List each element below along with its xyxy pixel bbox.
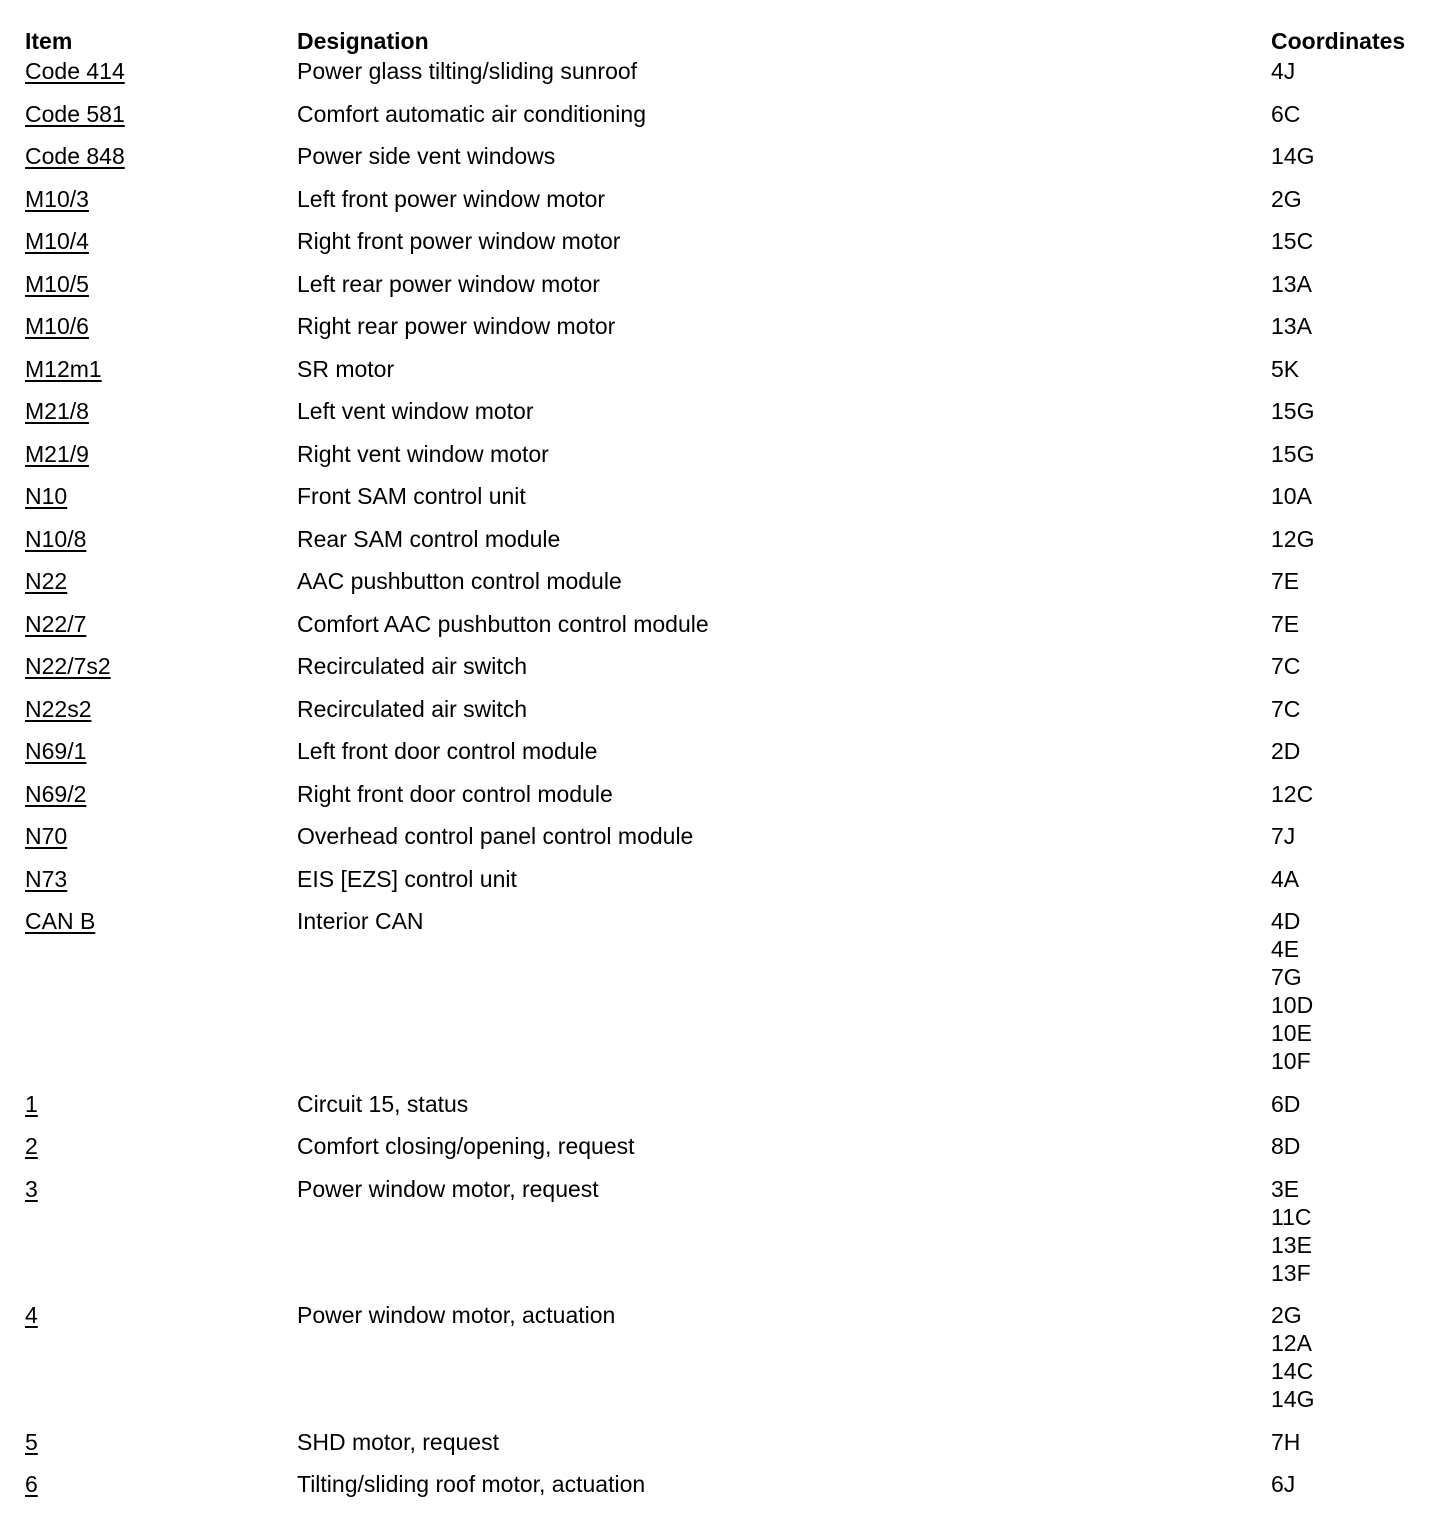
table-row	[25, 652, 1445, 695]
table-body	[25, 57, 1445, 1513]
designation-text: AAC pushbutton control module	[297, 568, 622, 594]
item-link[interactable]: M12m1	[25, 355, 102, 382]
coordinates-cell	[1271, 57, 1441, 85]
coordinate-value: 3E	[1271, 1175, 1300, 1202]
item-link[interactable]: 3	[25, 1175, 38, 1202]
coordinates-cell	[1271, 822, 1441, 850]
table-row	[25, 57, 1445, 100]
item-link[interactable]: CAN B	[25, 908, 96, 934]
coordinate-value: 4D	[1271, 908, 1301, 934]
coordinates-cell	[1271, 695, 1441, 723]
designation-text: Recirculated air switch	[297, 695, 528, 722]
designation-text: EIS [EZS] control unit	[297, 865, 517, 892]
table-row	[25, 185, 1445, 228]
item-link[interactable]: N69/2	[25, 780, 87, 807]
coordinate-value: 13A	[1271, 313, 1312, 339]
item-link[interactable]: M10/3	[25, 185, 89, 212]
item-link[interactable]: 1	[25, 1090, 38, 1117]
coordinates-cell	[1271, 737, 1441, 765]
coordinate-value: 14G	[1271, 143, 1315, 169]
item-link[interactable]: N73	[25, 865, 68, 892]
designation-text: Rear SAM control module	[297, 525, 561, 552]
coordinates-cell	[1271, 610, 1441, 638]
coordinate-value: 4J	[1271, 58, 1296, 84]
coordinates-cell	[1271, 525, 1441, 553]
coordinate-value: 2D	[1271, 738, 1301, 764]
designation-text: Comfort closing/opening, request	[297, 1133, 635, 1159]
coordinate-value: 7C	[1271, 653, 1301, 679]
coordinates-cell	[1271, 355, 1441, 383]
designation-text: Overhead control panel control module	[297, 823, 694, 849]
coordinate-value: 12C	[1271, 780, 1314, 807]
coordinates-cell	[1271, 185, 1441, 213]
item-link[interactable]: 6	[25, 1471, 38, 1497]
item-link[interactable]: N69/1	[25, 738, 87, 764]
coordinates-cell	[1271, 1132, 1441, 1160]
coordinate-value: 4A	[1271, 865, 1300, 892]
coordinate-value: 8D	[1271, 1133, 1301, 1159]
item-link[interactable]: 2	[25, 1133, 38, 1159]
table-row	[25, 270, 1445, 313]
coordinates-cell	[1271, 142, 1441, 170]
item-link[interactable]: N70	[25, 823, 68, 849]
coordinate-value: 12G	[1271, 525, 1315, 552]
table-row	[25, 822, 1445, 865]
designation-text: Left vent window motor	[297, 398, 534, 424]
coordinates-cell	[1271, 567, 1441, 595]
coordinates-cell	[1271, 1301, 1441, 1413]
coordinates-cell	[1271, 227, 1441, 255]
table-row	[25, 100, 1445, 143]
item-link[interactable]: N10	[25, 483, 68, 509]
table-row	[25, 610, 1445, 653]
coordinate-value: 13A	[1271, 270, 1312, 297]
designation-text: Circuit 15, status	[297, 1090, 469, 1117]
coordinates-cell	[1271, 1470, 1441, 1498]
table-row	[25, 525, 1445, 568]
item-link[interactable]: N10/8	[25, 525, 87, 552]
coordinate-value: 14G	[1271, 1386, 1315, 1412]
table-row	[25, 1428, 1445, 1471]
coordinate-value: 2G	[1271, 185, 1302, 212]
designation-text: Power side vent windows	[297, 143, 556, 169]
coordinates-cell	[1271, 312, 1441, 340]
designation-text: Comfort automatic air conditioning	[297, 100, 646, 127]
coordinate-value: 15G	[1271, 398, 1315, 424]
item-link[interactable]: N22/7	[25, 610, 87, 637]
header-designation: Designation	[297, 28, 429, 54]
coordinates-cell	[1271, 100, 1441, 128]
table-row	[25, 567, 1445, 610]
coordinate-value: 2G	[1271, 1302, 1302, 1328]
coordinate-value: 4E	[1271, 936, 1300, 962]
designation-text: SHD motor, request	[297, 1428, 499, 1455]
designation-text: Right front power window motor	[297, 228, 621, 254]
table-row	[25, 1470, 1445, 1513]
designation-text: Comfort AAC pushbutton control module	[297, 610, 709, 637]
coordinates-cell	[1271, 1175, 1441, 1287]
designation-text: Interior CAN	[297, 908, 424, 934]
header-coordinates: Coordinates	[1271, 28, 1406, 54]
table-row	[25, 482, 1445, 525]
coordinate-value: 7G	[1271, 964, 1302, 990]
coordinates-cell	[1271, 440, 1441, 468]
coordinate-value: 10A	[1271, 483, 1312, 509]
item-link[interactable]: 4	[25, 1302, 38, 1328]
designation-text: Power window motor, request	[297, 1175, 599, 1202]
item-link[interactable]: M21/9	[25, 440, 89, 467]
coordinate-value: 7J	[1271, 823, 1296, 849]
designation-text: Recirculated air switch	[297, 653, 528, 679]
designation-text: Front SAM control unit	[297, 483, 526, 509]
item-link[interactable]: M10/5	[25, 270, 89, 297]
table-row	[25, 737, 1445, 780]
coordinates-cell	[1271, 907, 1441, 1075]
table-row	[25, 1301, 1445, 1428]
table-row	[25, 1132, 1445, 1175]
item-link[interactable]: N22	[25, 568, 68, 594]
coordinate-value: 13F	[1271, 1259, 1311, 1286]
coordinate-value: 12A	[1271, 1330, 1312, 1356]
item-link[interactable]: 5	[25, 1428, 38, 1455]
coordinates-cell	[1271, 1428, 1441, 1456]
designation-text: Tilting/sliding roof motor, actuation	[297, 1471, 646, 1497]
item-link[interactable]: Code 848	[25, 143, 125, 169]
coordinates-cell	[1271, 1090, 1441, 1118]
table-row	[25, 440, 1445, 483]
table-row	[25, 355, 1445, 398]
designation-text: Left rear power window motor	[297, 270, 600, 297]
designation-text: Power window motor, actuation	[297, 1302, 616, 1328]
coordinate-value: 14C	[1271, 1358, 1314, 1384]
designation-text: Left front power window motor	[297, 185, 606, 212]
coordinate-value: 11C	[1271, 1203, 1312, 1230]
table-row	[25, 227, 1445, 270]
designation-text: Right vent window motor	[297, 440, 549, 467]
table-row	[25, 865, 1445, 908]
designation-text: Power glass tilting/sliding sunroof	[297, 58, 638, 84]
table-row	[25, 397, 1445, 440]
coordinate-value: 10E	[1271, 1020, 1312, 1046]
designation-text: SR motor	[297, 355, 395, 382]
coordinate-value: 15C	[1271, 228, 1314, 254]
legend-table	[25, 25, 1445, 1513]
designation-text: Right rear power window motor	[297, 313, 616, 339]
coordinate-value: 10D	[1271, 992, 1314, 1018]
coordinate-value: 6J	[1271, 1471, 1296, 1497]
table-header	[25, 25, 1445, 57]
coordinate-value: 7C	[1271, 695, 1301, 722]
designation-text: Right front door control module	[297, 780, 613, 807]
table-row	[25, 780, 1445, 823]
header-item: Item	[25, 28, 73, 54]
item-link[interactable]: Code 414	[25, 58, 125, 84]
table-row	[25, 1175, 1445, 1302]
coordinate-value: 10F	[1271, 1048, 1311, 1074]
table-row	[25, 907, 1445, 1090]
coordinate-value: 15G	[1271, 440, 1315, 467]
coordinates-cell	[1271, 865, 1441, 893]
table-row	[25, 312, 1445, 355]
coordinates-cell	[1271, 397, 1441, 425]
table-row	[25, 1090, 1445, 1133]
table-row	[25, 695, 1445, 738]
item-link[interactable]: N22/7s2	[25, 653, 111, 679]
coordinate-value: 7E	[1271, 610, 1300, 637]
item-link[interactable]: M21/8	[25, 398, 89, 424]
coordinate-value: 7E	[1271, 568, 1300, 594]
coordinates-cell	[1271, 780, 1441, 808]
coordinates-cell	[1271, 270, 1441, 298]
designation-text: Left front door control module	[297, 738, 598, 764]
coordinate-value: 7H	[1271, 1428, 1301, 1455]
item-link[interactable]: M10/6	[25, 313, 89, 339]
coordinate-value: 13E	[1271, 1231, 1312, 1258]
item-link[interactable]: Code 581	[25, 100, 125, 127]
item-link[interactable]: M10/4	[25, 228, 89, 254]
item-link[interactable]: N22s2	[25, 695, 92, 722]
coordinate-value: 5K	[1271, 355, 1300, 382]
coordinate-value: 6C	[1271, 100, 1301, 127]
coordinates-cell	[1271, 482, 1441, 510]
table-row	[25, 142, 1445, 185]
coordinate-value: 6D	[1271, 1090, 1301, 1117]
coordinates-cell	[1271, 652, 1441, 680]
